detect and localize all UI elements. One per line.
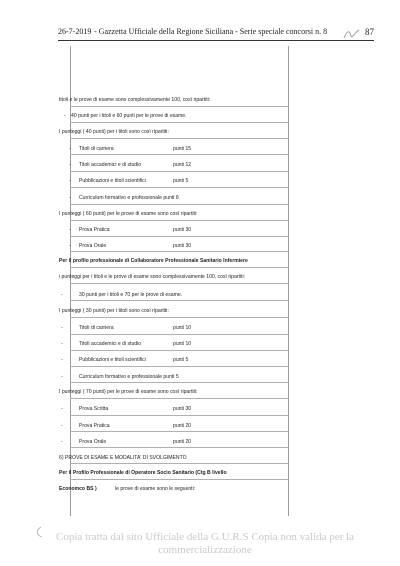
text-line: punti 10 [173, 325, 192, 331]
table-row-rule [70, 283, 288, 284]
table-row-rule [70, 366, 288, 367]
table-row-rule [70, 382, 288, 383]
table-row-rule [70, 138, 288, 139]
text-line: punti 10 [173, 341, 192, 347]
table-row-rule [70, 171, 288, 172]
text-line: Pubblicazioni e titoli scientifici [79, 357, 146, 363]
table-row-rule [70, 106, 288, 107]
header-date: 26-7-2019 [58, 27, 92, 36]
page-header [58, 27, 374, 41]
table-row-rule [70, 463, 288, 464]
table-border-right [288, 46, 289, 516]
table-row-rule [70, 267, 288, 268]
table-row-rule [70, 350, 288, 351]
text-line: - [61, 439, 63, 445]
table-row-rule [70, 447, 288, 448]
text-line: I punteggi ( 70 punti) per le prove di esame sono così ripartiti: [59, 389, 198, 395]
table-row-rule [70, 236, 288, 237]
watermark-line-2: commercializzazione [158, 544, 252, 556]
text-line: Titoli accademici e di studio [79, 162, 142, 168]
text-line: punti 30 [173, 406, 192, 412]
table-row-rule [70, 334, 288, 335]
text-line: le prove di esame sono le seguenti: [115, 486, 196, 492]
text-line: Prova Orale [79, 243, 107, 249]
text-line: punti 30 [173, 227, 192, 233]
text-line: - [69, 162, 71, 168]
table-row-rule [70, 251, 288, 252]
text-line: Curriculum formativo e professionale punti 5 [79, 374, 179, 380]
table-row-rule [70, 122, 288, 123]
text-line: punti 5 [173, 178, 189, 184]
table-row-rule [70, 398, 288, 399]
table-row-rule [70, 300, 288, 301]
text-line: - [69, 243, 71, 249]
page-number: 87 [365, 27, 374, 37]
text-line: Pubblicazioni e titoli scientifici [79, 178, 146, 184]
text-line: - [69, 227, 71, 233]
text-line: - [69, 195, 71, 201]
text-line: Titoli accademici e di studio [79, 341, 142, 347]
table-row-rule [70, 431, 288, 432]
watermark-line-1: Copia tratta dal sito Ufficiale della G.U.R.S Copia non valida per la [56, 531, 354, 543]
text-line: I punteggi ( 40 punti) per i titoli sono così ripartiti: [59, 129, 169, 135]
text-line: Prova Pratica [79, 423, 110, 429]
header-rule [58, 40, 374, 41]
text-line: - [61, 406, 63, 412]
text-line: 40 punti per i titoli e 60 punti per le prove di esame. [71, 113, 187, 119]
table-row-rule [70, 317, 288, 318]
text-line: Prova Scritta [79, 406, 109, 412]
text-line: - [61, 423, 63, 429]
text-line: I punteggi ( 30 punti) per i titoli sono così ripartiti: [59, 308, 169, 314]
text-line: Per il profilo professionale di Collaboratore Professionale Sanitario Infermiere [59, 258, 248, 264]
text-line: 30 punti per i titoli e 70 per le prove di esame. [79, 292, 183, 298]
text-line: - [61, 292, 63, 298]
text-line: punti 15 [173, 146, 192, 152]
text-line: - [69, 178, 71, 184]
text-line: Per il Profilo Professionale di Operatore Socio Sanitario (Ctg B livello [59, 470, 227, 476]
text-line: - [64, 113, 66, 119]
text-line: Economco BS ) [59, 486, 97, 492]
text-line: - [61, 325, 63, 331]
text-line: - [61, 341, 63, 347]
text-line: Curriculum formativo e professionale punti 8 [79, 195, 179, 201]
text-line: punti 5 [173, 357, 189, 363]
text-line: Titoli di carriera [79, 325, 114, 331]
header-title: - Gazzetta Ufficiale della Regione Siciliana - Serie speciale concorsi n. 8 [94, 27, 328, 36]
text-line: I punteggi ( 60 punti) per le prove di esame sono così ripartiti: [59, 211, 198, 217]
text-line: punti 20 [173, 423, 192, 429]
text-line: titoli e le prove di esame sono complessivamente 100, così ripartiti: [59, 97, 211, 103]
text-line: Prova Orale [79, 439, 107, 445]
text-line: punti 12 [173, 162, 192, 168]
text-line: 6) PROVE DI ESAME E MODALITA' DI SVOLGIMENTO [59, 455, 187, 461]
table-row-rule [70, 154, 288, 155]
text-line: Prova Pratica [79, 227, 110, 233]
handwritten-mark-icon [343, 28, 361, 40]
text-line: - [61, 374, 63, 380]
table-row-rule [70, 204, 288, 205]
text-line: punti 20 [173, 439, 192, 445]
text-line: Titoli di carriera [79, 146, 114, 152]
table-row-rule [70, 187, 288, 188]
text-line: punti 30 [173, 243, 192, 249]
text-line: i punteggi per i titoli e le prove di esame sono complessivamente 100, così ripartiti: [59, 274, 246, 280]
table-row-rule [70, 220, 288, 221]
watermark-notice [40, 531, 370, 557]
table-row-rule [70, 479, 288, 480]
table-row-rule [70, 415, 288, 416]
text-line: - [69, 146, 71, 152]
text-line: - [61, 357, 63, 363]
